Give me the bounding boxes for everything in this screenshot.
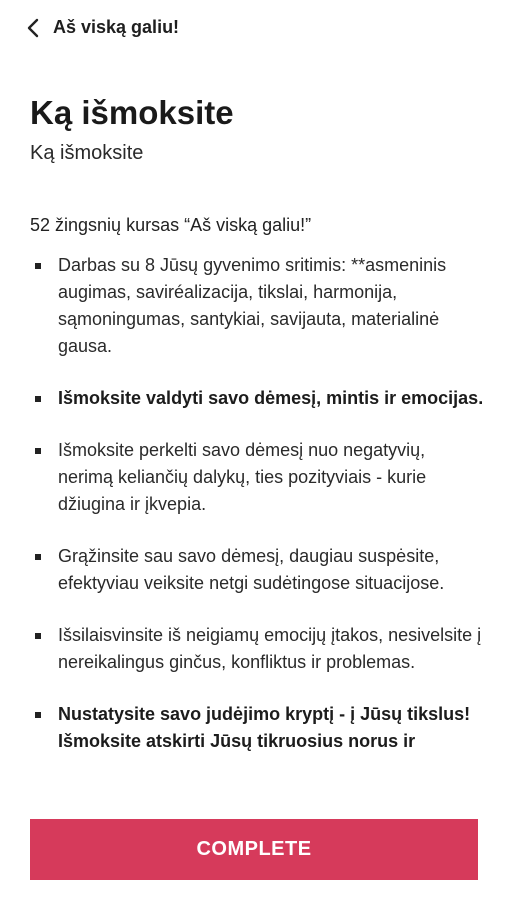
list-item-text: Išmoksite perkelti savo dėmesį nuo negatyvių, nerimą keliančių dalykų, ties pozityviais - kurie džiugina ir įkvepia. <box>58 440 427 514</box>
bullet-square-icon <box>35 633 41 639</box>
bullet-square-icon <box>35 396 41 402</box>
bullet-square-icon <box>35 263 41 269</box>
list-item <box>30 543 485 597</box>
bullet-square-icon <box>35 554 41 560</box>
list-item <box>30 701 485 755</box>
page-subtitle: Ką išmoksite <box>30 142 144 164</box>
back-button[interactable] <box>20 14 46 42</box>
list-item <box>30 252 485 360</box>
list-item-text: Išsilaisvinsite iš neigiamų emocijų įtakos, nesivelsite į nereikalingus ginčus, konfliktus ir problemas. <box>58 625 482 672</box>
list-item <box>30 622 485 676</box>
bullet-square-icon <box>35 712 41 718</box>
list-item-text: Darbas su 8 Jūsų gyvenimo sritimis: **asmeninis augimas, saviréalizacija, tikslai, harmonija, sąmoningumas, santykiai, savijauta, materialinė gausa. <box>58 255 447 356</box>
list-item <box>30 437 485 518</box>
complete-button[interactable]: COMPLETE <box>30 819 478 880</box>
list-item-text: Grąžinsite sau savo dėmesį, daugiau suspėsite, efektyviau veiksite netgi sudėtingose situacijose. <box>58 546 445 593</box>
bullet-square-icon <box>35 448 41 454</box>
page-title: Ką išmoksite <box>30 94 234 131</box>
course-intro: 52 žingsnių kursas “Aš viską galiu!” <box>30 215 312 235</box>
list-item-text: Išmoksite valdyti savo dėmesį, mintis ir emocijas. <box>58 388 484 408</box>
learning-outcomes-list <box>30 252 485 755</box>
list-item-text: Nustatysite savo judėjimo kryptį - į Jūsų tikslus! Išmoksite atskirti Jūsų tikruosius norus ir <box>58 704 471 751</box>
lesson-content[interactable] <box>30 212 485 802</box>
top-bar <box>0 0 507 56</box>
chevron-left-icon <box>26 17 40 39</box>
list-item <box>30 385 485 412</box>
app-bar-title: Aš viską galiu! <box>53 17 180 37</box>
